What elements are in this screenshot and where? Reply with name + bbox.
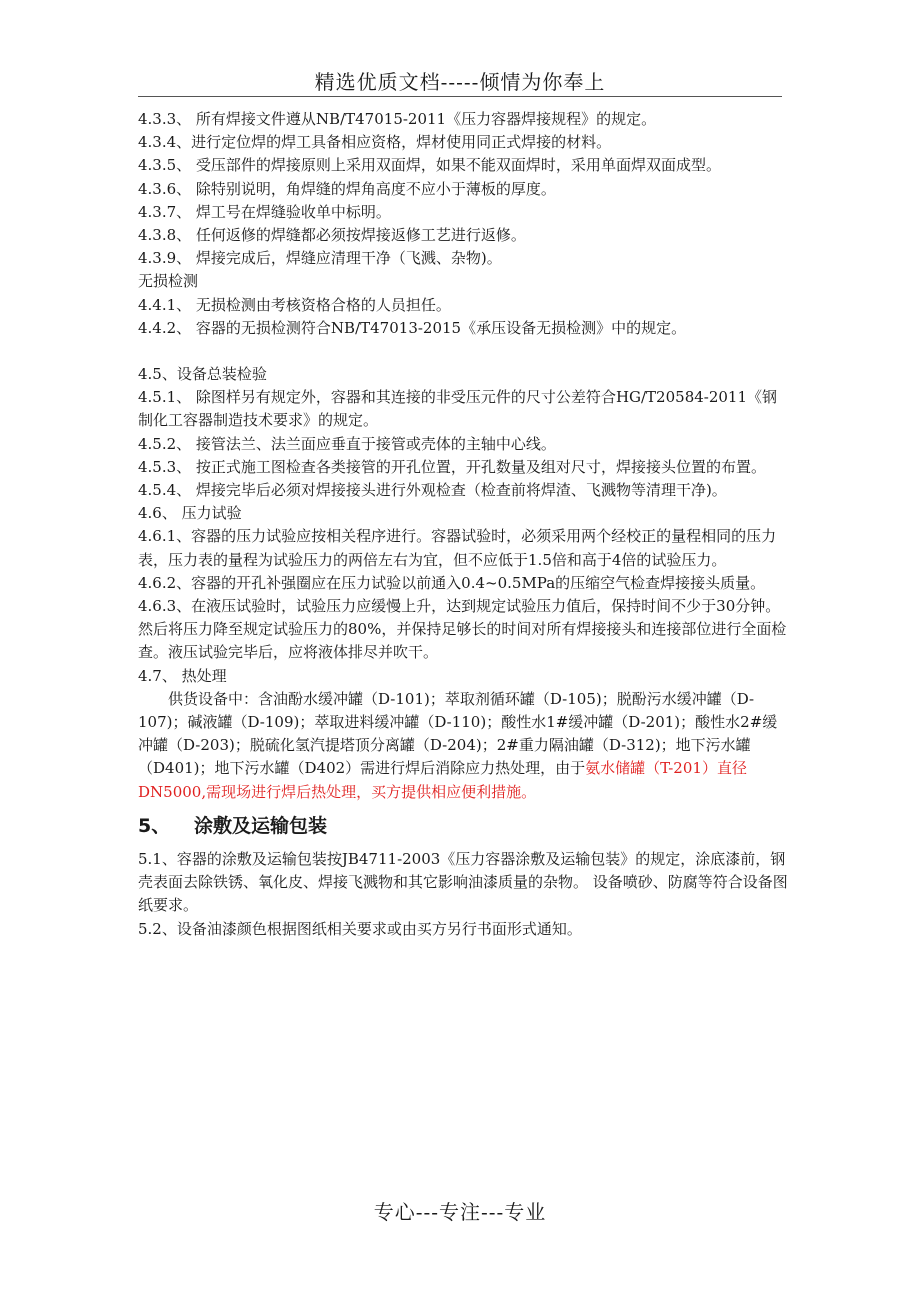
heat-treatment-highlight: 氨水储罐（T-201）直径DN5000,需现场进行焊后热处理，买方提供相应便利措施。 <box>138 759 747 801</box>
clause-4-3-5: 4.3.5、 受压部件的焊接原则上采用双面焊，如果不能双面焊时，采用单面焊双面成型。 <box>138 156 721 175</box>
clause-4-3-7: 4.3.7、 焊工号在焊缝验收单中标明。 <box>138 202 391 221</box>
clause-4-5-2: 4.5.2、 接管法兰、法兰面应垂直于接管或壳体的主轴中心线。 <box>138 434 556 453</box>
heading-4-6: 4.6、 压力试验 <box>138 504 242 523</box>
subheading-ndt: 无损检测 <box>138 272 199 291</box>
clause-4-5-1: 4.5.1、 除图样另有规定外，容器和其连接的非受压元件的尺寸公差符合HG/T20584-2011《钢制化工容器制造技术要求》的规定。 <box>138 388 778 430</box>
clause-4-3-9: 4.3.9、 焊接完成后，焊缝应清理干净（飞溅、杂物)。 <box>138 249 502 268</box>
heat-treatment-text: 供货设备中：含油酚水缓冲罐（D-101)；萃取剂循环罐（D-105)；脱酚污水缓冲罐（D-107)；碱液罐（D-109)；萃取进料缓冲罐（D-110)；酸性水1#缓冲罐（D-201)；酸性水2#缓冲罐（D-203)；脱硫化氢汽提塔顶分离罐（D-204)；2#重力隔油罐（D-312)；地下污水罐（D401)；地下污水罐（D402）需进行焊后消除应力热处理，由于 <box>138 689 778 778</box>
clause-4-4-2: 4.4.2、 容器的无损检测符合NB/T47013-2015《承压设备无损检测》中的规定。 <box>138 318 687 337</box>
blank-line <box>138 340 790 363</box>
clause-4-3-6: 4.3.6、 除特别说明，角焊缝的焊角高度不应小于薄板的厚度。 <box>138 179 556 198</box>
section-5-heading <box>138 814 790 838</box>
section-5-number: 5、 <box>138 814 171 837</box>
clause-5-1: 5.1、容器的涂敷及运输包装按JB4711-2003《压力容器涂敷及运输包装》的规定，涂底漆前，钢壳表面去除铁锈、氧化皮、焊接飞溅物和其它影响油漆质量的杂物。 设备喷砂、防腐等符合设备图纸要求。 <box>138 849 788 915</box>
document-body <box>138 108 790 941</box>
heat-treatment-paragraph <box>138 688 790 804</box>
page-footer: 专心---专注---专业 <box>373 1200 547 1224</box>
heading-4-7: 4.7、 热处理 <box>138 666 227 685</box>
clause-4-6-3: 4.6.3、在液压试验时，试验压力应缓慢上升，达到规定试验压力值后，保持时间不少于30分钟。然后将压力降至规定试验压力的80%，并保持足够长的时间对所有焊接接头和连接部位进行全面检查。液压试验完毕后，应将液体排尽并吹干。 <box>138 597 787 662</box>
heading-4-5: 4.5、设备总装检验 <box>138 365 267 384</box>
clause-4-6-1: 4.6.1、容器的压力试验应按相关程序进行。容器试验时，必须采用两个经校正的量程相同的压力表，压力表的量程为试验压力的两倍左右为宜，但不应低于1.5倍和高于4倍的试验压力。 <box>138 527 777 569</box>
header-divider <box>138 96 782 97</box>
clause-4-3-4: 4.3.4、进行定位焊的焊工具备相应资格，焊材使用同正式焊接的材料。 <box>138 133 612 152</box>
clause-5-2: 5.2、设备油漆颜色根据图纸相关要求或由买方另行书面形式通知。 <box>138 919 582 938</box>
clause-4-4-1: 4.4.1、 无损检测由考核资格合格的人员担任。 <box>138 295 451 314</box>
clause-4-3-3: 4.3.3、 所有焊接文件遵从NB/T47015-2011《压力容器焊接规程》的规定。 <box>138 110 657 128</box>
page-header: 精选优质文档-----倾情为你奉上 <box>314 70 606 94</box>
clause-4-6-2: 4.6.2、容器的开孔补强圈应在压力试验以前通入0.4~0.5MPa的压缩空气检查焊接接头质量。 <box>138 573 766 592</box>
clause-4-5-4: 4.5.4、 焊接完毕后必须对焊接接头进行外观检查（检查前将焊渣、飞溅物等清理干净)。 <box>138 481 727 500</box>
clause-4-3-8: 4.3.8、 任何返修的焊缝都必须按焊接返修工艺进行返修。 <box>138 226 526 245</box>
section-5-title: 涂敷及运输包装 <box>194 814 328 837</box>
clause-4-5-3: 4.5.3、 按正式施工图检查各类接管的开孔位置，开孔数量及组对尺寸，焊接接头位置的布置。 <box>138 457 766 476</box>
